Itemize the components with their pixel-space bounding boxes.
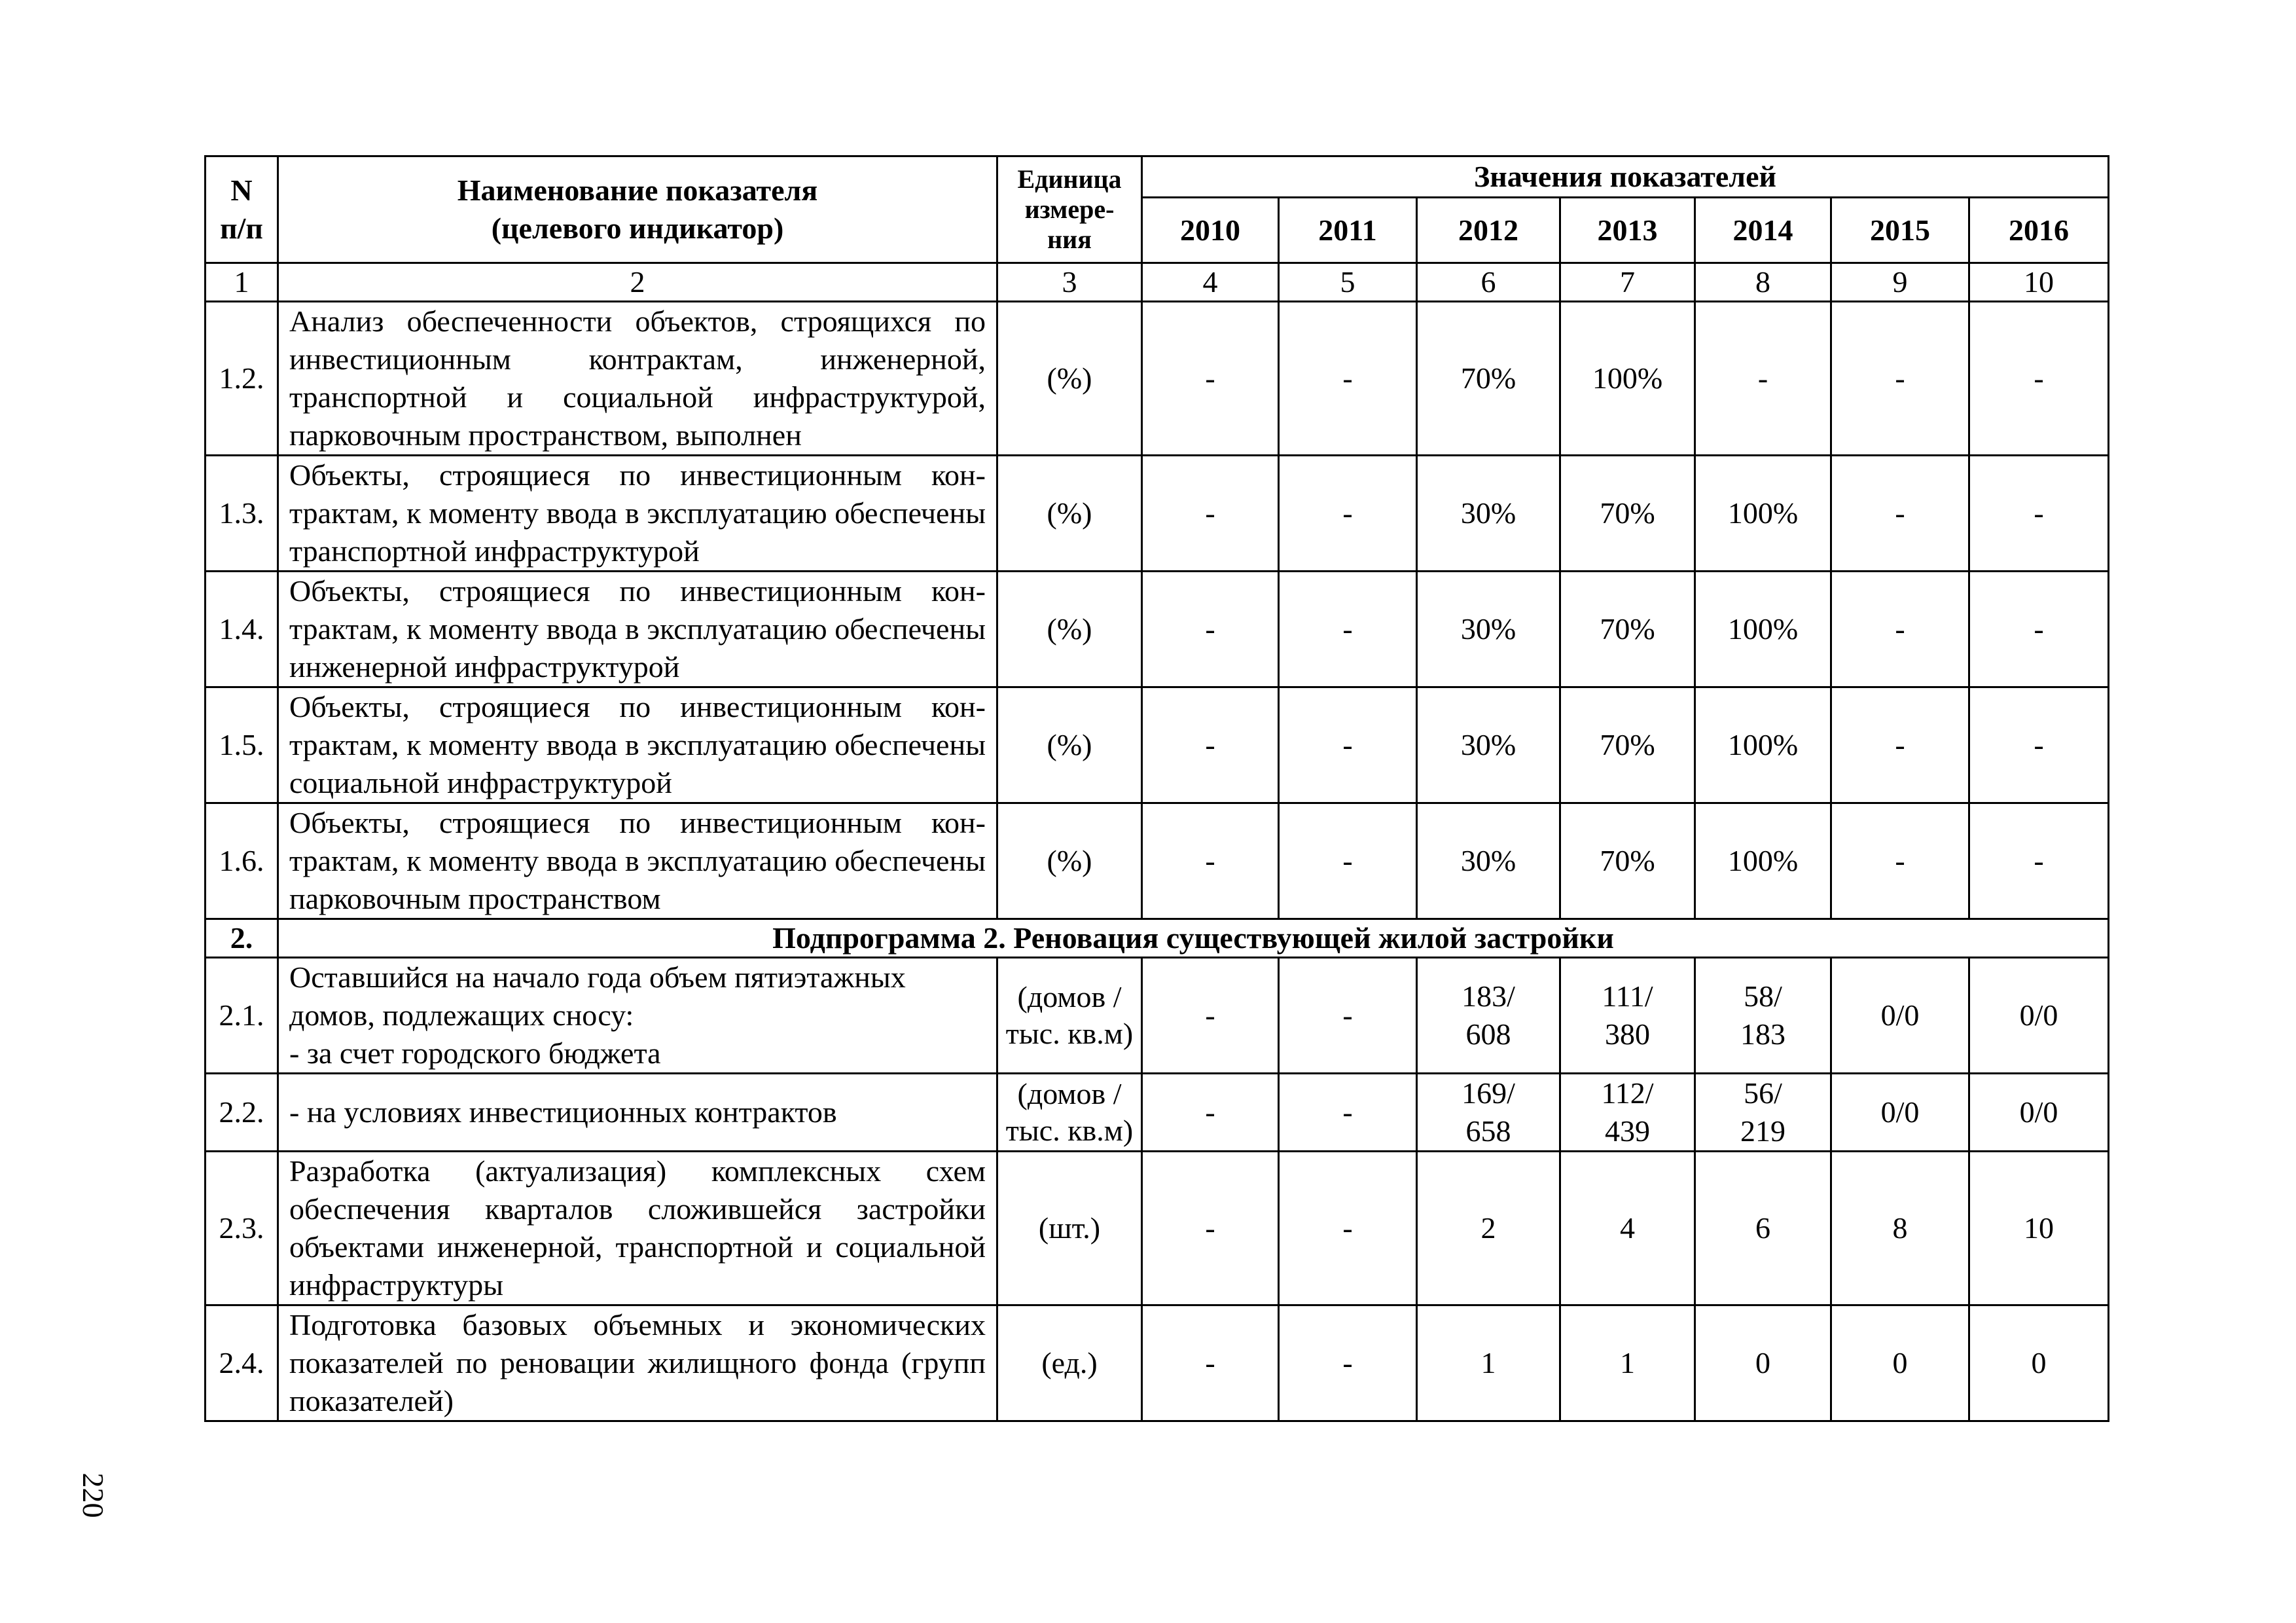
section-row [206,919,2109,958]
value-line: - [2034,496,2044,530]
header-unit-line: измере- [1024,194,1115,224]
value-cell-2013 [1560,687,1695,803]
indicator-name-text: Объекты, строящиеся по инвестиционным контрактам, к моменту ввода в эксплуатацию обеспечены транспортной инфраструктурой [289,458,986,568]
value-cell-2010 [1142,302,1279,456]
value-line: - [1895,728,1905,761]
value-cell-2014 [1695,302,1831,456]
value-cell-2012 [1417,687,1560,803]
value-cell-2012 [1417,1074,1560,1152]
unit-line: (%) [1047,728,1092,761]
value-line: 439 [1605,1114,1650,1148]
value-cell-2016 [1969,456,2109,572]
indicator-name-text: Оставшийся на начало года объем пятиэтажных домов, подлежащих сносу: [289,960,906,1032]
value-line: - [1342,496,1353,530]
row-number: 1.3. [206,456,278,572]
value-line: 380 [1605,1017,1650,1051]
unit-line: (%) [1047,496,1092,530]
indicators-table [204,155,2109,1422]
table-row [206,1074,2109,1152]
value-line: 100% [1727,612,1799,646]
value-line: 608 [1465,1017,1511,1051]
value-line: - [2034,612,2044,646]
column-index-cell: 3 [997,263,1142,302]
indicator-name [278,1152,997,1305]
indicator-name [278,687,997,803]
value-line: 30% [1460,496,1516,530]
value-cell-2015 [1831,456,1969,572]
value-cell-2010 [1142,572,1279,687]
value-line: 0/0 [2019,1095,2058,1129]
indicator-name-text: - на условиях инвестиционных контрактов [289,1095,837,1129]
value-line: 70% [1600,844,1655,877]
value-line: 183/ [1462,979,1515,1013]
value-cell-2012 [1417,302,1560,456]
header-year-2010: 2010 [1142,198,1279,263]
value-cell-2010 [1142,456,1279,572]
table-row [206,302,2109,456]
value-line: 111/ [1602,979,1653,1013]
row-number: 2. [206,919,278,958]
value-cell-2016 [1969,302,2109,456]
value-line: 0 [2031,1346,2047,1379]
indicator-name [278,1305,997,1421]
value-line: 183 [1740,1017,1785,1051]
indicator-name [278,958,997,1074]
value-cell-2013 [1560,1305,1695,1421]
value-cell-2015 [1831,1305,1969,1421]
header-year-2013: 2013 [1560,198,1695,263]
value-cell-2012 [1417,1152,1560,1305]
value-line: 2 [1480,1211,1496,1245]
row-number: 1.6. [206,803,278,919]
unit-line: (ед.) [1041,1346,1098,1379]
column-index-cell: 9 [1831,263,1969,302]
column-index-cell: 2 [278,263,997,302]
value-cell-2013 [1560,1152,1695,1305]
indicator-name-text: Объекты, строящиеся по инвестиционным контрактам, к моменту ввода в эксплуатацию обеспечены парковочным пространством [289,806,986,915]
value-cell-2010 [1142,1152,1279,1305]
value-line: - [1205,844,1215,877]
indicator-name [278,572,997,687]
table-row [206,687,2109,803]
value-line: 30% [1460,844,1516,877]
row-number: 1.2. [206,302,278,456]
value-line: 0 [1892,1346,1908,1379]
row-number: 2.1. [206,958,278,1074]
value-line: - [2034,361,2044,395]
value-line: 169/ [1462,1076,1515,1110]
value-line: 58/ [1744,979,1782,1013]
value-line: - [1895,496,1905,530]
value-line: 8 [1892,1211,1908,1245]
indicator-name [278,302,997,456]
value-cell-2014 [1695,1074,1831,1152]
value-line: - [2034,728,2044,761]
value-line: - [1895,361,1905,395]
value-line: 70% [1600,496,1655,530]
table-row [206,1305,2109,1421]
value-cell-2011 [1279,572,1417,687]
value-line: - [1205,998,1215,1032]
column-index-cell: 7 [1560,263,1695,302]
value-line: - [1342,728,1353,761]
unit-cell [997,1152,1142,1305]
value-cell-2013 [1560,302,1695,456]
value-line: 112/ [1601,1076,1654,1110]
value-cell-2013 [1560,1074,1695,1152]
value-line: 100% [1592,361,1663,395]
value-line: - [1342,1095,1353,1129]
unit-line: (%) [1047,612,1092,646]
header-year-2015: 2015 [1831,198,1969,263]
value-line: - [1757,361,1768,395]
value-cell-2016 [1969,1074,2109,1152]
value-line: 100% [1727,496,1799,530]
value-cell-2010 [1142,958,1279,1074]
value-line: 658 [1465,1114,1511,1148]
value-line: 100% [1727,728,1799,761]
value-cell-2012 [1417,803,1560,919]
value-cell-2012 [1417,1305,1560,1421]
column-index-cell: 6 [1417,263,1560,302]
column-index-cell: 8 [1695,263,1831,302]
unit-cell [997,803,1142,919]
value-line: - [1342,612,1353,646]
value-cell-2014 [1695,1152,1831,1305]
value-line: - [1205,1211,1215,1245]
value-cell-2015 [1831,302,1969,456]
indicator-name-text: Подготовка базовых объемных и экономических показателей по реновации жилищного фонда (групп показателей) [289,1308,986,1417]
header-unit-line: Единица [1017,164,1122,194]
unit-cell [997,958,1142,1074]
table-row [206,456,2109,572]
value-line: 0 [1755,1346,1770,1379]
indicator-name-text: Разработка (актуализация) комплексных схем обеспечения кварталов сложившейся застройки объектами инженерной, транспортной и социальной инфраструктуры [289,1154,986,1302]
header-name-line: Наименование показателя [457,173,818,207]
row-number: 2.3. [206,1152,278,1305]
indicator-name-text: Анализ обеспеченности объектов, строящихся по инвестиционным контрактам, инженерной, транспортной и социальной инфраструктурой, парковочным пространством, выполнен [289,304,986,452]
indicator-name [278,456,997,572]
value-cell-2014 [1695,958,1831,1074]
indicator-name [278,803,997,919]
value-line: - [2034,844,2044,877]
header-unit-line: ния [1047,225,1092,254]
table-row [206,1152,2109,1305]
value-cell-2014 [1695,456,1831,572]
row-number: 2.2. [206,1074,278,1152]
column-index-cell: 10 [1969,263,2109,302]
value-cell-2011 [1279,803,1417,919]
value-cell-2016 [1969,803,2109,919]
value-line: - [1895,844,1905,877]
value-line: - [1205,728,1215,761]
header-year-2014: 2014 [1695,198,1831,263]
value-cell-2010 [1142,803,1279,919]
value-cell-2013 [1560,803,1695,919]
header-unit [997,156,1142,263]
value-cell-2016 [1969,958,2109,1074]
value-line: - [1342,361,1353,395]
value-cell-2015 [1831,1074,1969,1152]
value-cell-2010 [1142,687,1279,803]
unit-line: тыс. кв.м) [1005,1017,1134,1050]
header-name [278,156,997,263]
value-cell-2011 [1279,958,1417,1074]
header-year-2012: 2012 [1417,198,1560,263]
value-cell-2014 [1695,572,1831,687]
indicator-name [278,1074,997,1152]
value-line: - [1342,1211,1353,1245]
value-cell-2014 [1695,687,1831,803]
indicator-name-subline: - за счет городского бюджета [289,1036,661,1070]
table-body [206,263,2109,1421]
page-number: 220 [77,1472,110,1518]
value-cell-2010 [1142,1305,1279,1421]
value-line: - [1205,361,1215,395]
value-cell-2015 [1831,687,1969,803]
value-cell-2016 [1969,572,2109,687]
unit-cell [997,687,1142,803]
value-line: 1 [1480,1346,1496,1379]
unit-line: (домов / [1017,980,1122,1013]
value-line: - [1342,1346,1353,1379]
header-values-group: Значения показателей [1142,156,2109,198]
value-line: 4 [1620,1211,1635,1245]
section-title: Подпрограмма 2. Реновация существующей жилой застройки [278,919,2109,958]
unit-cell [997,1305,1142,1421]
value-line: 0/0 [1880,1095,1920,1129]
value-cell-2010 [1142,1074,1279,1152]
value-cell-2015 [1831,572,1969,687]
value-cell-2015 [1831,1152,1969,1305]
value-line: 70% [1600,728,1655,761]
value-line: - [1342,998,1353,1032]
value-cell-2011 [1279,1152,1417,1305]
value-cell-2011 [1279,302,1417,456]
unit-cell [997,1074,1142,1152]
value-cell-2015 [1831,803,1969,919]
row-number: 2.4. [206,1305,278,1421]
table-row [206,958,2109,1074]
value-cell-2013 [1560,958,1695,1074]
unit-cell [997,456,1142,572]
table-header [206,156,2109,263]
header-number [206,156,278,263]
value-line: 1 [1620,1346,1635,1379]
value-line: 0/0 [1880,998,1920,1032]
value-line: - [1205,496,1215,530]
value-cell-2012 [1417,572,1560,687]
value-line: 10 [2024,1211,2054,1245]
value-line: 0/0 [2019,998,2058,1032]
unit-line: (%) [1047,361,1092,395]
value-line: 70% [1600,612,1655,646]
header-year-2011: 2011 [1279,198,1417,263]
value-line: 219 [1740,1114,1785,1148]
unit-line: (домов / [1017,1077,1122,1110]
header-number-line: п/п [220,211,263,245]
value-cell-2011 [1279,456,1417,572]
value-line: 30% [1460,612,1516,646]
value-cell-2013 [1560,572,1695,687]
header-number-line: N [230,173,253,207]
value-cell-2011 [1279,687,1417,803]
value-line: - [1342,844,1353,877]
row-number: 1.4. [206,572,278,687]
column-index-cell: 5 [1279,263,1417,302]
value-cell-2016 [1969,1152,2109,1305]
unit-line: (%) [1047,844,1092,877]
value-cell-2011 [1279,1074,1417,1152]
value-cell-2014 [1695,1305,1831,1421]
value-line: - [1205,1346,1215,1379]
column-index-cell: 1 [206,263,278,302]
row-number: 1.5. [206,687,278,803]
value-line: 100% [1727,844,1799,877]
unit-line: (шт.) [1038,1211,1101,1245]
table-row [206,572,2109,687]
header-row-top [206,156,2109,198]
value-line: 70% [1460,361,1516,395]
value-cell-2011 [1279,1305,1417,1421]
value-cell-2013 [1560,456,1695,572]
value-cell-2015 [1831,958,1969,1074]
value-line: 6 [1755,1211,1770,1245]
value-line: 56/ [1744,1076,1782,1110]
value-line: - [1205,612,1215,646]
value-cell-2012 [1417,456,1560,572]
value-line: - [1205,1095,1215,1129]
header-year-2016: 2016 [1969,198,2109,263]
table-row [206,803,2109,919]
column-index-row [206,263,2109,302]
indicator-name-text: Объекты, строящиеся по инвестиционным контрактам, к моменту ввода в эксплуатацию обеспечены социальной инфраструктурой [289,690,986,799]
value-cell-2012 [1417,958,1560,1074]
value-line: - [1895,612,1905,646]
header-name-line: (целевого индикатор) [491,211,784,245]
unit-cell [997,572,1142,687]
unit-line: тыс. кв.м) [1005,1114,1134,1147]
column-index-cell: 4 [1142,263,1279,302]
value-line: 30% [1460,728,1516,761]
value-cell-2014 [1695,803,1831,919]
indicator-name-text: Объекты, строящиеся по инвестиционным контрактам, к моменту ввода в эксплуатацию обеспечены инженерной инфраструктурой [289,574,986,684]
value-cell-2016 [1969,1305,2109,1421]
value-cell-2016 [1969,687,2109,803]
unit-cell [997,302,1142,456]
